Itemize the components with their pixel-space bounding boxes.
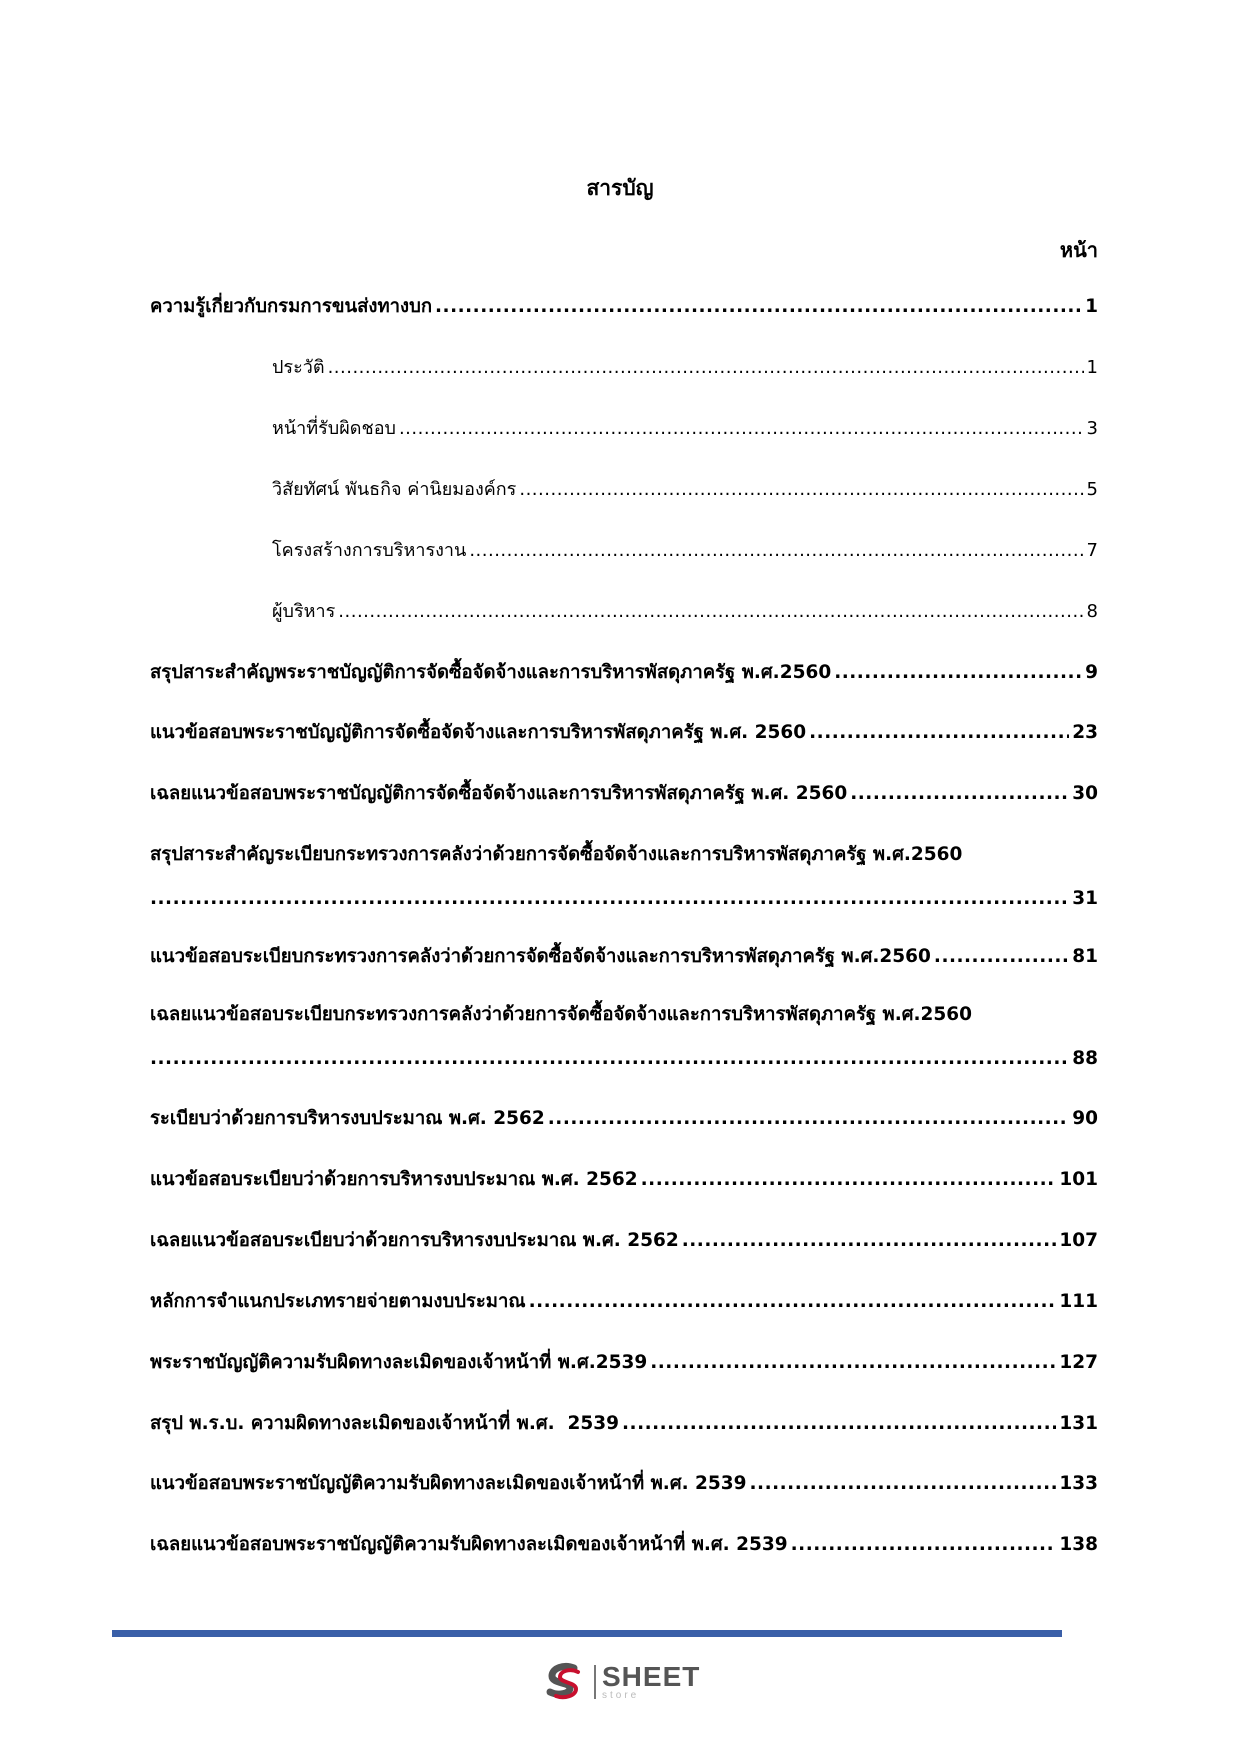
toc-entry[interactable] [150,1532,1098,1558]
leader-dots [338,599,1083,625]
toc-entry-title: หลักการจำแนกประเภทรายจ่ายตามงบประมาณ [150,1291,526,1312]
toc-entry-title: ระเบียบว่าด้วยการบริหารงบประมาณ พ.ศ. 2562 [150,1108,545,1129]
toc-entry[interactable] [150,1471,1098,1497]
toc-entry-title: ผู้บริหาร [272,601,336,622]
logo-sub-text: store [602,1690,640,1701]
toc-entry[interactable] [150,781,1098,807]
toc-entry-title: พระราชบัญญัติความรับผิดทางละเมิดของเจ้าหน้าที่ พ.ศ.2539 [150,1352,648,1373]
toc-entry-page: 30 [1072,783,1098,804]
toc-entry-title[interactable]: สรุปสาระสำคัญระเบียบกระทรวงการคลังว่าด้วยการจัดซื้อจัดจ้างและการบริหารพัสดุภาครัฐ พ.ศ.2560 [150,844,963,865]
toc-entry-title: แนวข้อสอบระเบียบว่าด้วยการบริหารงบประมาณ พ.ศ. 2562 [150,1169,638,1190]
toc-subentry[interactable] [272,416,1098,442]
toc-subentry[interactable] [272,599,1098,625]
toc-entry-page: 88 [1072,1048,1098,1069]
toc-subentry[interactable] [272,477,1098,503]
footer-rule [112,1630,1062,1637]
toc-entry[interactable] [150,1228,1098,1254]
toc-entry-title[interactable]: เฉลยแนวข้อสอบระเบียบกระทรวงการคลังว่าด้วยการจัดซื้อจัดจ้างและการบริหารพัสดุภาครัฐ พ.ศ.2560 [150,1004,973,1025]
toc-entry-page: 5 [1086,479,1098,500]
toc-entry-title: สรุปสาระสำคัญพระราชบัญญัติการจัดซื้อจัดจ้างและการบริหารพัสดุภาครัฐ พ.ศ.2560 [150,662,832,683]
leader-dots [328,355,1084,381]
logo-divider [594,1665,596,1699]
toc-entry-page: 1 [1086,357,1098,378]
toc-entry-page: 3 [1086,418,1098,439]
toc-entry[interactable] [150,720,1098,746]
leader-dots [435,294,1082,320]
leader-dots [682,1228,1057,1254]
leader-dots [641,1167,1057,1193]
toc-entry[interactable] [150,944,1098,970]
toc-entry-title: ความรู้เกี่ยวกับกรมการขนส่งทางบก [150,296,433,317]
sheet-store-logo [540,1658,720,1706]
leader-dots [809,720,1069,746]
sheet-store-logo-icon [540,1658,588,1706]
toc-entry[interactable] [150,1167,1098,1193]
toc-entry-title: แนวข้อสอบพระราชบัญญัติการจัดซื้อจัดจ้างและการบริหารพัสดุภาครัฐ พ.ศ. 2560 [150,722,807,743]
leader-dots [622,1411,1056,1437]
toc-entry-title: หน้าที่รับผิดชอบ [272,418,396,439]
toc-entry-page: 133 [1059,1473,1098,1494]
toc-entry[interactable] [150,1046,1098,1072]
toc-entry[interactable] [150,886,1098,912]
leader-dots [150,886,1069,912]
leader-dots [469,538,1083,564]
leader-dots [750,1471,1057,1497]
toc-entry-page: 111 [1059,1291,1098,1312]
toc-entry-page: 131 [1059,1413,1098,1434]
leader-dots [834,660,1082,686]
toc-entry-title: แนวข้อสอบระเบียบกระทรวงการคลังว่าด้วยการจัดซื้อจัดจ้างและการบริหารพัสดุภาครัฐ พ.ศ.2560 [150,946,931,967]
leader-dots [850,781,1069,807]
toc-entry-title: โครงสร้างการบริหารงาน [272,540,467,561]
page-column-header: หน้า [1059,238,1098,262]
toc-entry-page: 1 [1085,296,1098,317]
leader-dots [150,1046,1069,1072]
leader-dots [399,416,1084,442]
toc-entry-page: 8 [1086,601,1098,622]
toc-entry-title: เฉลยแนวข้อสอบพระราชบัญญัติการจัดซื้อจัดจ้างและการบริหารพัสดุภาครัฐ พ.ศ. 2560 [150,783,848,804]
toc-subentry[interactable] [272,538,1098,564]
toc-entry[interactable] [150,294,1098,320]
toc-entry-page: 138 [1059,1534,1098,1555]
toc-entry-title: เฉลยแนวข้อสอบพระราชบัญญัติความรับผิดทางละเมิดของเจ้าหน้าที่ พ.ศ. 2539 [150,1534,788,1555]
toc-entry-title: แนวข้อสอบพระราชบัญญัติความรับผิดทางละเมิดของเจ้าหน้าที่ พ.ศ. 2539 [150,1473,747,1494]
leader-dots [548,1106,1069,1132]
toc-entry-page: 81 [1072,946,1098,967]
toc-entry[interactable] [150,1106,1098,1132]
toc-entry[interactable] [150,1350,1098,1376]
toc-entry-page: 127 [1059,1352,1098,1373]
leader-dots [934,944,1069,970]
toc-entry-page: 101 [1059,1169,1098,1190]
leader-dots [529,1289,1057,1315]
logo-wordmark [602,1663,700,1701]
toc-entry-page: 7 [1086,540,1098,561]
toc-entry-page: 90 [1072,1108,1098,1129]
toc-entry-page: 9 [1085,662,1098,683]
toc-entry[interactable] [150,1289,1098,1315]
logo-main-text: SHEET [602,1661,701,1692]
toc-entry-title: เฉลยแนวข้อสอบระเบียบว่าด้วยการบริหารงบประมาณ พ.ศ. 2562 [150,1230,679,1251]
toc-entry-page: 107 [1059,1230,1098,1251]
leader-dots [519,477,1083,503]
toc-entry-title: วิสัยทัศน์ พันธกิจ ค่านิยมองค์กร [272,479,517,500]
toc-entry-page: 31 [1072,888,1098,909]
leader-dots [650,1350,1056,1376]
toc-subentry[interactable] [272,355,1098,381]
toc-entry[interactable] [150,1411,1098,1437]
toc-entry-title: สรุป พ.ร.บ. ความผิดทางละเมิดของเจ้าหน้าที่ พ.ศ. 2539 [150,1413,620,1434]
leader-dots [791,1532,1057,1558]
page-title: สารบัญ [586,176,654,200]
toc-entry[interactable] [150,660,1098,686]
toc-entry-title: ประวัติ [272,357,325,378]
toc-entry-page: 23 [1072,722,1098,743]
